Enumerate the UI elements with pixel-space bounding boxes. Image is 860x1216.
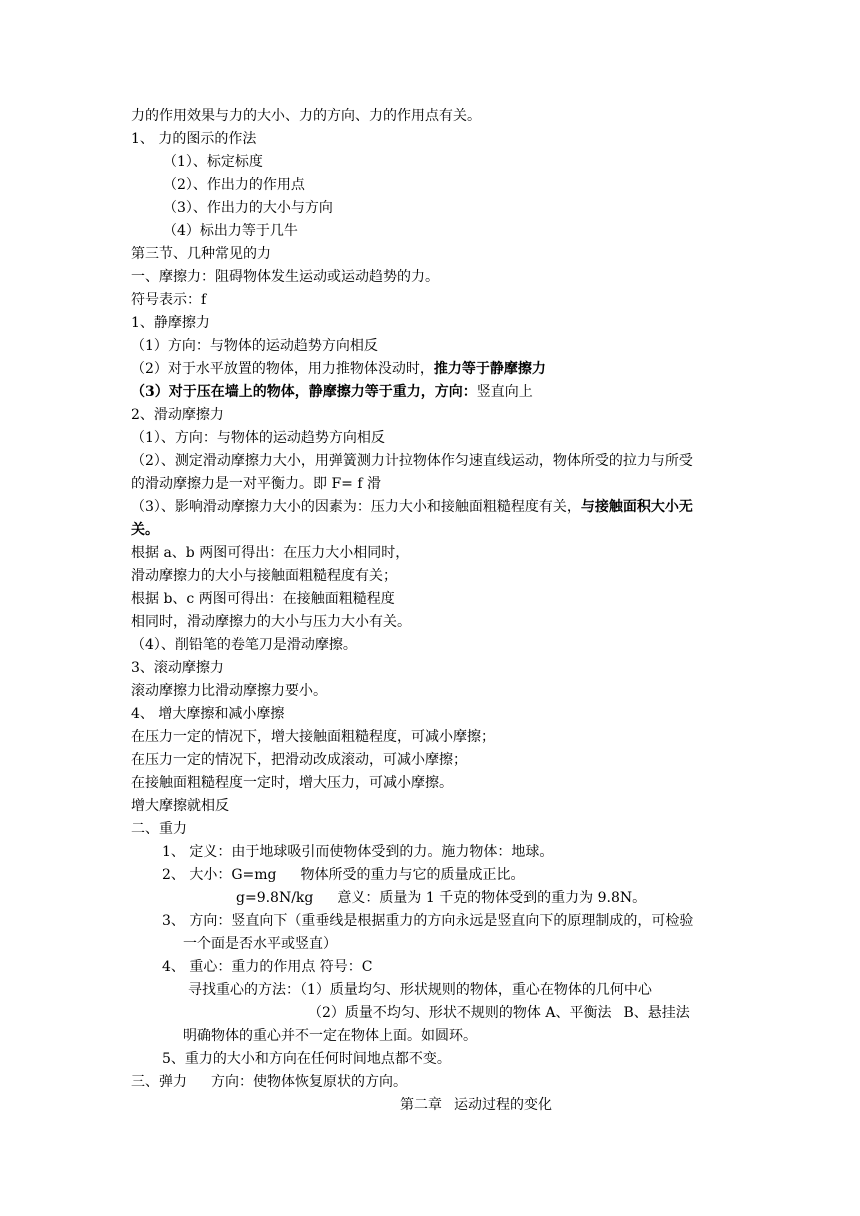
text-line	[131, 383, 533, 401]
text-line: 根据 a、b 两图可得出：在压力大小相同时，	[131, 545, 410, 561]
text-segment: （2）质量不均匀、形状不规则的物体 A、平衡法	[308, 1005, 612, 1021]
text-line: 1、 定义：由于地球吸引而使物体受到的力。施力物体：地球。	[162, 844, 554, 860]
text-line	[131, 360, 546, 378]
text-line: 寻找重心的方法：（1）质量均匀、形状规则的物体，重心在物体的几何中心	[188, 982, 652, 998]
text-segment: B、悬挂法	[623, 1005, 690, 1021]
chapter-title: 运动过程的变化	[454, 1097, 552, 1113]
heading-increase-reduce-friction: 4、 增大摩擦和减小摩擦	[131, 706, 285, 722]
text-segment: g=9.8N/kg	[236, 890, 314, 906]
text-segment: 物体所受的重力与它的质量成正比。	[300, 867, 525, 883]
text-line: 一个面是否水平或竖直）	[183, 936, 337, 952]
heading-sliding-friction: 2、滑动摩擦力	[131, 407, 224, 423]
text-line: 在压力一定的情况下，增大接触面粗糙程度，可减小摩擦；	[131, 729, 495, 745]
heading-rolling-friction: 3、滚动摩擦力	[131, 660, 224, 676]
chapter-number: 第二章	[400, 1097, 442, 1113]
text-line: 力的作用效果与力的大小、力的方向、力的作用点有关。	[131, 108, 481, 124]
bold-text: 关。	[131, 522, 159, 538]
text-line: 4、 重心：重力的作用点 符号：C	[162, 959, 373, 975]
text-segment: 方向：使物体恢复原状的方向。	[211, 1074, 407, 1090]
heading-gravity: 二、重力	[131, 821, 187, 837]
text-line	[162, 866, 525, 884]
text-line: 的滑动摩擦力是一对平衡力。即 F= f 滑	[131, 476, 381, 492]
text-line: 在压力一定的情况下，把滑动改成滚动，可减小摩擦；	[131, 752, 467, 768]
heading-friction: 一、摩擦力：阻碍物体发生运动或运动趋势的力。	[131, 269, 439, 285]
text-segment: （3）、影响滑动摩擦力大小的因素为：压力大小和接触面粗糙程度有关，	[131, 499, 581, 515]
text-line: 在接触面粗糙程度一定时，增大压力，可减小摩擦。	[131, 775, 453, 791]
text-line: （3）、作出力的大小与方向	[163, 200, 333, 216]
text-segment: 竖直向上	[476, 384, 533, 400]
text-line: （4）标出力等于几牛	[163, 223, 298, 239]
bold-text: （3）对于压在墙上的物体，静摩擦力等于重力，方向：	[131, 384, 477, 400]
text-line: （2）、测定滑动摩擦力大小，用弹簧测力计拉物体作匀速直线运动，物体所受的拉力与所受	[131, 453, 693, 469]
text-line: 相同时，滑动摩擦力的大小与压力大小有关。	[131, 614, 411, 630]
bold-text: 与接触面积大小无	[580, 499, 693, 515]
heading-elastic-force: 三、弹力	[131, 1074, 187, 1090]
heading-static-friction: 1、静摩擦力	[131, 315, 210, 331]
text-line: 滚动摩擦力比滑动摩擦力要小。	[131, 683, 327, 699]
text-line: （1）、方向：与物体的运动趋势方向相反	[131, 430, 385, 446]
text-line: （1）方向：与物体的运动趋势方向相反	[131, 338, 378, 354]
text-line: 3、 方向：竖直向下（重垂线是根据重力的方向永远是竖直向下的原理制成的，可检验	[162, 913, 694, 929]
text-line: （4）、削铅笔的卷笔刀是滑动摩擦。	[131, 637, 357, 653]
text-line: 增大摩擦就相反	[131, 798, 229, 814]
text-line: 滑动摩擦力的大小与接触面粗糙程度有关；	[131, 568, 397, 584]
text-line: （2）、作出力的作用点	[163, 177, 305, 193]
text-line: 明确物体的重心并不一定在物体上面。如圆环。	[183, 1028, 477, 1044]
chapter-heading	[400, 1096, 552, 1114]
text-line	[131, 498, 693, 516]
text-segment: 意义：质量为 1 千克的物体受到的重力为 9.8N。	[337, 890, 647, 906]
text-line: 5、重力的大小和方向在任何时间地点都不变。	[162, 1051, 451, 1067]
text-line: （1）、标定标度	[163, 154, 263, 170]
text-line: 根据 b、c 两图可得出：在接触面粗糙程度	[131, 591, 395, 607]
heading-force-diagram: 1、 力的图示的作法	[131, 131, 257, 147]
bold-text: 推力等于静摩擦力	[433, 361, 546, 377]
text-line	[308, 1004, 690, 1022]
text-line	[236, 889, 646, 907]
section-heading: 第三节、几种常见的力	[131, 246, 271, 262]
text-line: 符号表示：f	[131, 292, 207, 308]
text-line	[131, 1073, 407, 1091]
text-segment: （2）对于水平放置的物体，用力推物体没动时，	[131, 361, 434, 377]
text-segment: 2、 大小：G=mg	[162, 867, 277, 883]
